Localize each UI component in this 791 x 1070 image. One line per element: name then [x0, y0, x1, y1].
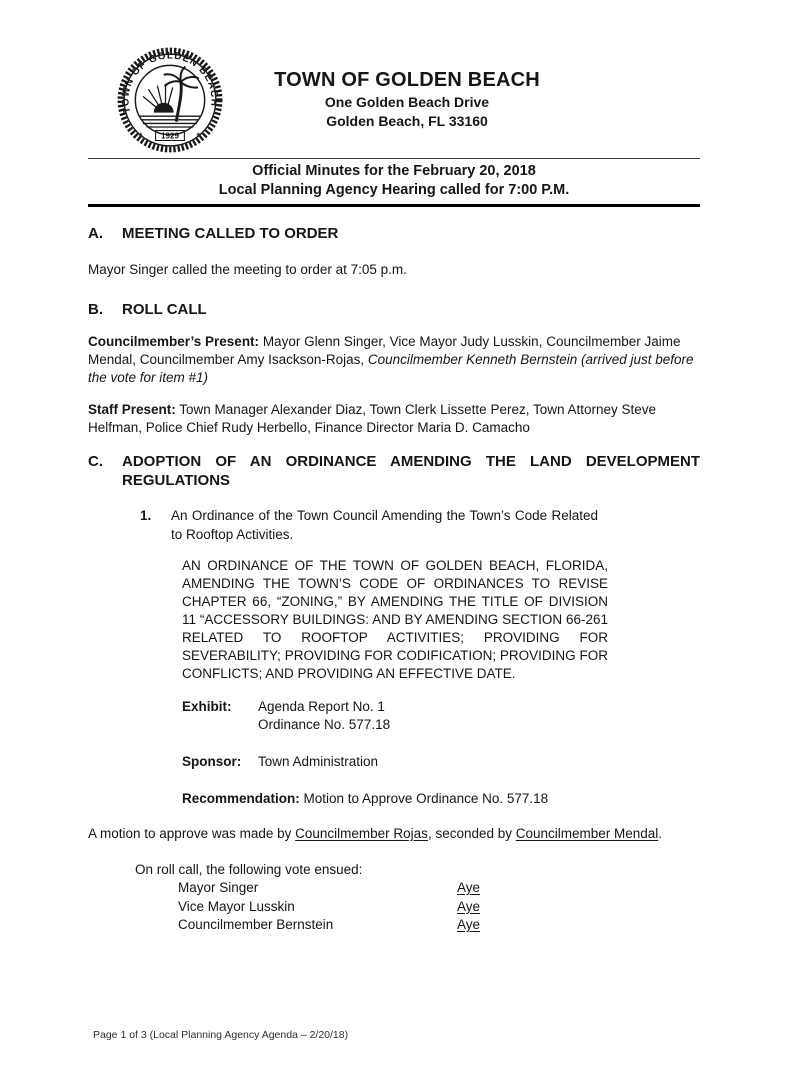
exhibit-line-2: Ordinance No. 577.18: [258, 717, 391, 732]
page-footer: Page 1 of 3 (Local Planning Agency Agenda – 2/20/18): [93, 1029, 349, 1041]
org-title: TOWN OF GOLDEN BEACH: [274, 69, 540, 91]
motion-text-mid: , seconded by: [427, 826, 516, 841]
motion-mover: Councilmember Rojas: [295, 826, 428, 841]
seal-year-text: 1929: [161, 131, 179, 141]
minutes-document-page: [0, 46, 791, 1070]
rollcall-intro: On roll call, the following vote ensued:: [135, 861, 363, 877]
vote-value: Aye: [457, 880, 481, 895]
vote-row: [178, 898, 700, 917]
sponsor-row: [182, 753, 700, 771]
vote-value: Aye: [457, 917, 481, 932]
section-a-letter: A.: [88, 225, 103, 242]
staff-present-names: Town Manager Alexander Diaz, Town Clerk Lissette Perez, Town Attorney Steve Helfman, Police Chief Rudy Herbello, Finance Director Maria D. Camacho: [88, 402, 657, 435]
town-seal-icon: [115, 46, 225, 154]
sponsor-label: Sponsor:: [182, 754, 242, 769]
section-b-title: ROLL CALL: [122, 301, 207, 318]
svg-text:✶: ✶: [195, 129, 202, 139]
section-c-heading: [88, 452, 700, 490]
councilmembers-present-label: Councilmember’s Present:: [88, 334, 260, 349]
minutes-banner: [88, 158, 700, 207]
exhibit-label: Exhibit:: [182, 699, 232, 714]
motion-text-pre: A motion to approve was made by: [88, 826, 296, 841]
vote-row: [178, 879, 700, 898]
vote-value: Aye: [457, 898, 481, 914]
motion-text-post: .: [658, 826, 663, 841]
motion-paragraph: [88, 825, 700, 844]
recommendation-value: Motion to Approve Ordinance No. 577.18: [299, 791, 549, 806]
sponsor-value: Town Administration: [258, 754, 379, 769]
recommendation-label: Recommendation:: [182, 791, 300, 806]
section-c-title: ADOPTION OF AN ORDINANCE AMENDING THE LAND DEVELOPMENT REGULATIONS: [122, 453, 700, 489]
section-b-heading: [88, 300, 700, 319]
minutes-banner-line1: Official Minutes for the February 20, 2018: [252, 163, 536, 179]
staff-present-paragraph: [88, 401, 700, 437]
section-c-letter: C.: [88, 453, 103, 470]
ordinance-caption: AN ORDINANCE OF THE TOWN OF GOLDEN BEACH, FLORIDA, AMENDING THE TOWN’S CODE OF ORDINANCES TO REVISE CHAPTER 66, “ZONING,” BY AMENDING THE TITLE OF DIVISION 11 “ACCESSORY BUILDINGS: AND BY AMENDING SECTION 66-261 RELATED TO ROOFTOP ACTIVITIES; PROVIDING FOR SEVERABILITY; PROVIDING FOR CODIFICATION; PROVIDING FOR CONFLICTS; AND PROVIDING AN EFFECTIVE DATE.: [182, 558, 608, 681]
document-header: [88, 46, 700, 154]
section-b-letter: B.: [88, 301, 103, 318]
vote-row: [178, 916, 700, 935]
town-seal-graphic: [115, 46, 225, 154]
exhibit-line-1: Agenda Report No. 1: [258, 699, 385, 714]
agenda-item-1: [140, 507, 700, 544]
agenda-item-1-text: An Ordinance of the Town Council Amending the Town’s Code Related to Rooftop Activities.: [171, 508, 598, 542]
staff-present-label: Staff Present:: [88, 402, 176, 417]
org-address-line1: One Golden Beach Drive: [324, 94, 490, 110]
exhibit-row: [182, 698, 700, 734]
section-a-heading: [88, 224, 700, 243]
vote-name: Vice Mayor Lusskin: [178, 898, 295, 914]
section-a-title: MEETING CALLED TO ORDER: [122, 225, 339, 242]
motion-seconder: Councilmember Mendal: [515, 826, 659, 841]
vote-name: Mayor Singer: [178, 880, 259, 895]
recommendation-row: [182, 790, 700, 808]
exhibit-values: [258, 698, 700, 734]
councilmembers-present-names: Mayor Glenn Singer, Vice Mayor Judy Lusskin, Councilmember Jaime Mendal, Councilmember Amy Isackson-Rojas,: [88, 334, 681, 367]
agenda-item-1-number: 1.: [140, 508, 152, 523]
councilmembers-present-paragraph: [88, 333, 700, 387]
svg-text:✶: ✶: [137, 129, 144, 139]
svg-text:TOWN OF GOLDEN BEACH: TOWN OF GOLDEN BEACH: [120, 50, 220, 115]
vote-name: Councilmember Bernstein: [178, 917, 334, 932]
minutes-banner-line2: Local Planning Agency Hearing called for 7:00 P.M.: [218, 182, 570, 198]
org-address-line2: Golden Beach, FL 33160: [326, 112, 488, 129]
call-to-order-paragraph: Mayor Singer called the meeting to order at 7:05 p.m.: [88, 262, 407, 277]
councilmembers-present-late-note: Councilmember Kenneth Bernstein (arrived just before the vote for item #1): [88, 352, 694, 385]
